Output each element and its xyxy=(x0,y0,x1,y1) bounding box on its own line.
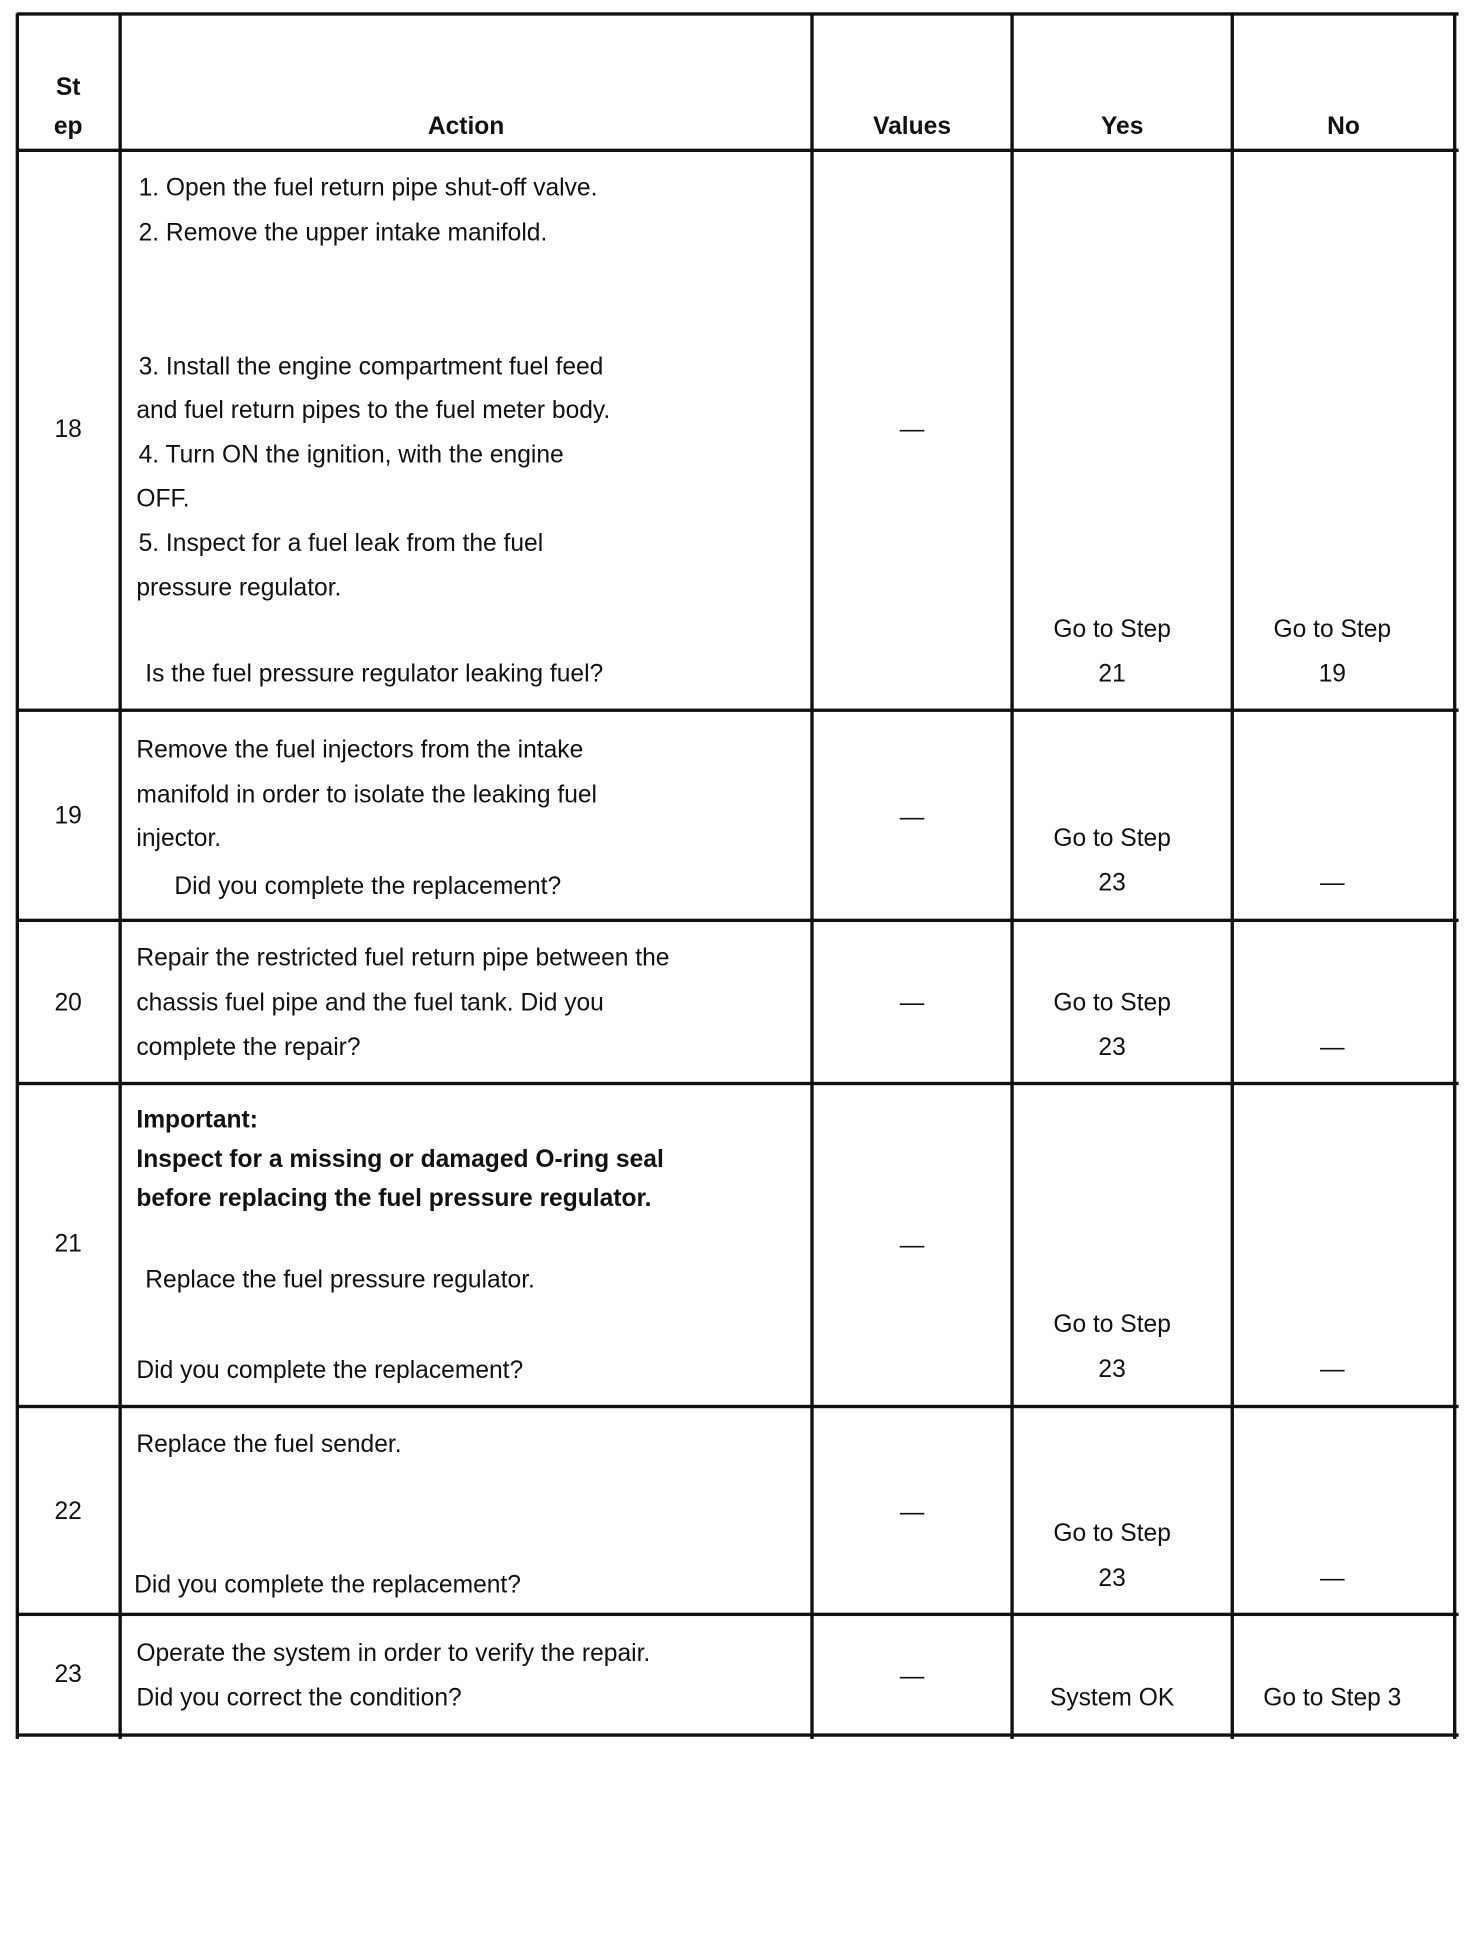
action-line: 5. Inspect for a fuel leak from the fuel xyxy=(138,528,544,557)
no-dash: — xyxy=(1320,1563,1345,1592)
step-number: 18 xyxy=(54,414,82,443)
value-dash: — xyxy=(899,414,925,443)
yes-result: System OK xyxy=(1049,1683,1175,1712)
value-dash: — xyxy=(899,802,925,831)
col-divider xyxy=(118,13,121,1739)
yes-goto: Go to Step xyxy=(1053,614,1171,643)
no-dash: — xyxy=(1320,868,1345,897)
value-dash: — xyxy=(899,1230,925,1259)
action-question: Did you complete the replacement? xyxy=(136,1355,524,1384)
action-line: chassis fuel pipe and the fuel tank. Did you xyxy=(136,987,604,1016)
no-goto: Go to Step xyxy=(1273,614,1392,643)
action-line: Repair the restricted fuel return pipe between the xyxy=(136,943,670,972)
action-line: Remove the fuel injectors from the intake xyxy=(136,735,584,764)
action-line: injector. xyxy=(136,823,222,852)
step-number: 19 xyxy=(54,801,82,830)
header-no: No xyxy=(1327,111,1360,140)
important-text: before replacing the fuel pressure regulator. xyxy=(136,1183,652,1212)
action-line: 2. Remove the upper intake manifold. xyxy=(138,217,548,246)
action-question: Did you complete the replacement? xyxy=(134,1570,521,1599)
action-line: pressure regulator. xyxy=(136,573,342,602)
table-border-top xyxy=(17,12,1459,15)
col-divider xyxy=(810,13,813,1739)
action-line: Replace the fuel pressure regulator. xyxy=(145,1265,535,1294)
col-divider xyxy=(16,13,19,1739)
header-divider xyxy=(17,149,1459,152)
yes-goto: Go to Step xyxy=(1053,987,1171,1016)
action-question: Did you complete the replacement? xyxy=(174,871,562,900)
value-dash: — xyxy=(899,1497,925,1526)
action-line: Replace the fuel sender. xyxy=(136,1429,402,1458)
no-dash: — xyxy=(1320,1354,1345,1383)
important-text: Inspect for a missing or damaged O-ring seal xyxy=(136,1144,664,1173)
yes-step: 23 xyxy=(1098,1032,1126,1061)
col-divider xyxy=(1453,13,1456,1739)
action-question: Did you correct the condition? xyxy=(136,1683,462,1712)
yes-step: 21 xyxy=(1098,659,1126,688)
row-divider xyxy=(17,1082,1459,1085)
header-action: Action xyxy=(427,111,505,140)
yes-goto: Go to Step xyxy=(1053,1309,1171,1338)
no-step: 19 xyxy=(1318,659,1346,688)
yes-goto: Go to Step xyxy=(1053,1518,1171,1547)
table-border-bottom xyxy=(17,1733,1459,1736)
header-yes: Yes xyxy=(1100,111,1144,140)
step-number: 21 xyxy=(54,1229,82,1258)
row-divider xyxy=(17,709,1459,712)
step-number: 20 xyxy=(54,987,82,1016)
no-goto: Go to Step 3 xyxy=(1263,1683,1402,1712)
yes-step: 23 xyxy=(1098,868,1126,897)
row-divider xyxy=(17,1405,1459,1408)
action-line: 3. Install the engine compartment fuel feed xyxy=(138,352,604,380)
yes-step: 23 xyxy=(1098,1563,1126,1592)
header-values: Values xyxy=(873,111,952,140)
action-line: manifold in order to isolate the leaking fuel xyxy=(136,780,598,809)
header-step-line2: ep xyxy=(53,111,83,140)
action-line: 4. Turn ON the ignition, with the engine xyxy=(138,440,564,469)
row-divider xyxy=(17,1613,1459,1616)
step-number: 22 xyxy=(54,1496,82,1525)
value-dash: — xyxy=(899,1661,925,1690)
yes-step: 23 xyxy=(1098,1354,1126,1383)
action-line: OFF. xyxy=(136,483,190,512)
value-dash: — xyxy=(899,987,925,1016)
yes-goto: Go to Step xyxy=(1053,823,1171,852)
header-step-line1: St xyxy=(55,72,81,101)
step-number: 23 xyxy=(54,1659,82,1688)
important-label: Important: xyxy=(136,1105,258,1134)
action-line: Operate the system in order to verify the repair. xyxy=(136,1638,651,1667)
action-line: complete the repair? xyxy=(136,1032,361,1061)
no-dash: — xyxy=(1320,1032,1345,1061)
action-line: 1. Open the fuel return pipe shut-off valve. xyxy=(138,173,598,202)
action-question: Is the fuel pressure regulator leaking fuel? xyxy=(145,659,604,688)
action-line: and fuel return pipes to the fuel meter body. xyxy=(136,395,611,424)
row-divider xyxy=(17,919,1459,922)
